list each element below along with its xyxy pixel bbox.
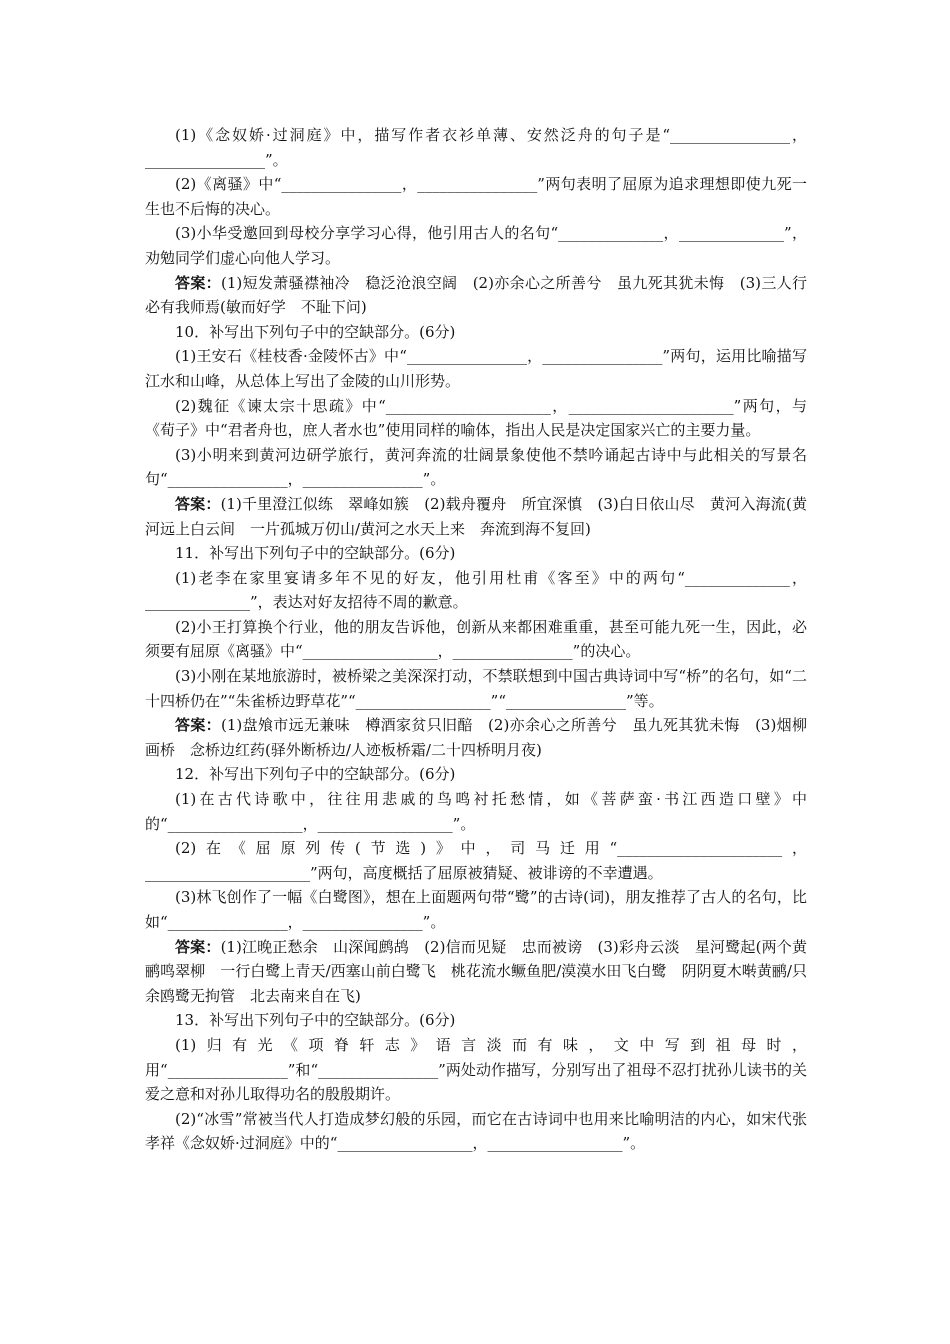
answer-label: 答案： — [175, 273, 222, 292]
answer-9 — [145, 271, 823, 320]
document-page — [145, 123, 823, 1156]
question-12-part-1: (1)在古代诗歌中，往往用悲戚的鸟鸣衬托愁情，如《菩萨蛮·书江西造口壁》中的“__________________，__________________”。 — [145, 790, 807, 833]
question-12-heading: 12．补写出下列句子中的空缺部分。(6分) — [175, 765, 456, 784]
question-13-heading: 13．补写出下列句子中的空缺部分。(6分) — [175, 1011, 456, 1030]
answer-10 — [145, 492, 807, 541]
question-13-part-1: (1)归有光《项脊轩志》语言淡而有味，文中写到祖母时，用“________________”和“________________”两处动作描写，分别写出了祖母不忍打扰孙儿读书的关爱之意和对孙儿取得功名的殷殷期许。 — [145, 1035, 807, 1104]
answer-label: 答案： — [175, 716, 222, 735]
question-12-part-2: (2)在《屈原列传(节选)》中，司马迁用“______________________，______________________”两句，高度概括了屈原被猜疑、被诽谤的不幸遭遇。 — [145, 839, 807, 882]
question-13-part-2: (2)“冰雪”常被当代人打造成梦幻般的乐园，而它在古诗词中也用来比喻明洁的内心，如宋代张孝祥《念奴娇·过洞庭》中的“__________________，__________________”。 — [145, 1109, 807, 1153]
answer-text: (1)千里澄江似练 翠峰如簇 (2)载舟覆舟 所宜深慎 (3)白日依山尽 黄河入海流(黄河远上白云间 一片孤城万仞山/黄河之水天上来 奔流到海不复回) — [145, 494, 807, 538]
answer-text: (1)江晚正愁余 山深闻鹧鸪 (2)信而见疑 忠而被谤 (3)彩舟云淡 星河鹭起(两个黄鹂鸣翠柳 一行白鹭上青天/西塞山前白鹭飞 桃花流水鳜鱼肥/漠漠水田飞白鹭 阴阴夏木啭黄鹂/只余鸥鹭无拘管 北去南来自在飞) — [145, 937, 807, 1005]
answer-text: (1)盘飧市远无兼味 樽酒家贫只旧醅 (2)亦余心之所善兮 虽九死其犹未悔 (3)烟柳画桥 念桥边红药(驿外断桥边/人迹板桥霜/二十四桥明月夜) — [145, 716, 807, 759]
question-11-part-2: (2)小王打算换个行业，他的朋友告诉他，创新从来都困难重重，甚至可能九死一生，因此，必须要有屈原《离骚》中“__________________，________________”的决心。 — [145, 617, 807, 661]
answer-text: (1)短发萧骚襟袖冷 稳泛沧浪空阔 (2)亦余心之所善兮 虽九死其犹未悔 (3)三人行 必有我师焉(敏而好学 不耻下问) — [145, 273, 823, 317]
question-9-part-1: (1)《念奴娇·过洞庭》中，描写作者衣衫单薄、安然泛舟的句子是“________________，________________”。 — [145, 126, 807, 169]
question-9-part-3: (3)小华受邀回到母校分享学习心得，他引用古人的名句“______________，______________”，劝勉同学们虚心向他人学习。 — [145, 224, 807, 267]
question-10-part-1: (1)王安石《桂枝香·金陵怀古》中“________________，________________”两句，运用比喻描写江水和山峰，从总体上写出了金陵的山川形势。 — [145, 347, 807, 390]
answer-11 — [145, 713, 807, 762]
question-10-part-3: (3)小明来到黄河边研学旅行，黄河奔流的壮阔景象使他不禁吟诵起古诗中与此相关的写景名句“________________，________________”。 — [145, 445, 807, 489]
answer-label: 答案： — [175, 937, 221, 956]
answer-label: 答案： — [175, 494, 221, 513]
question-12-part-3: (3)林飞创作了一幅《白鹭图》，想在上面题两句带“鹭”的古诗(词)，朋友推荐了古人的名句，比如“________________，________________”。 — [145, 888, 807, 931]
question-10-heading: 10．补写出下列句子中的空缺部分。(6分) — [175, 322, 456, 341]
answer-12 — [145, 935, 807, 1009]
question-9-part-2: (2)《离骚》中“________________，________________”两句表明了屈原为追求理想即使九死一生也不后悔的决心。 — [145, 175, 807, 218]
question-11-part-3: (3)小刚在某地旅游时，被桥梁之美深深打动，不禁联想到中国古典诗词中写“桥”的名句，如“二十四桥仍在”“朱雀桥边野草花”“__________________”“________________”等。 — [145, 667, 807, 710]
question-10-part-2: (2)魏征《谏太宗十思疏》中“______________________，______________________”两句，与《荀子》中“君者舟也，庶人者水也”使用同样的喻体，指出人民是决定国家兴亡的主要力量。 — [145, 396, 807, 440]
question-11-part-1: (1)老李在家里宴请多年不见的好友，他引用杜甫《客至》中的两句“______________，______________”，表达对好友招待不周的歉意。 — [145, 568, 807, 612]
question-11-heading: 11．补写出下列句子中的空缺部分。(6分) — [175, 544, 456, 563]
